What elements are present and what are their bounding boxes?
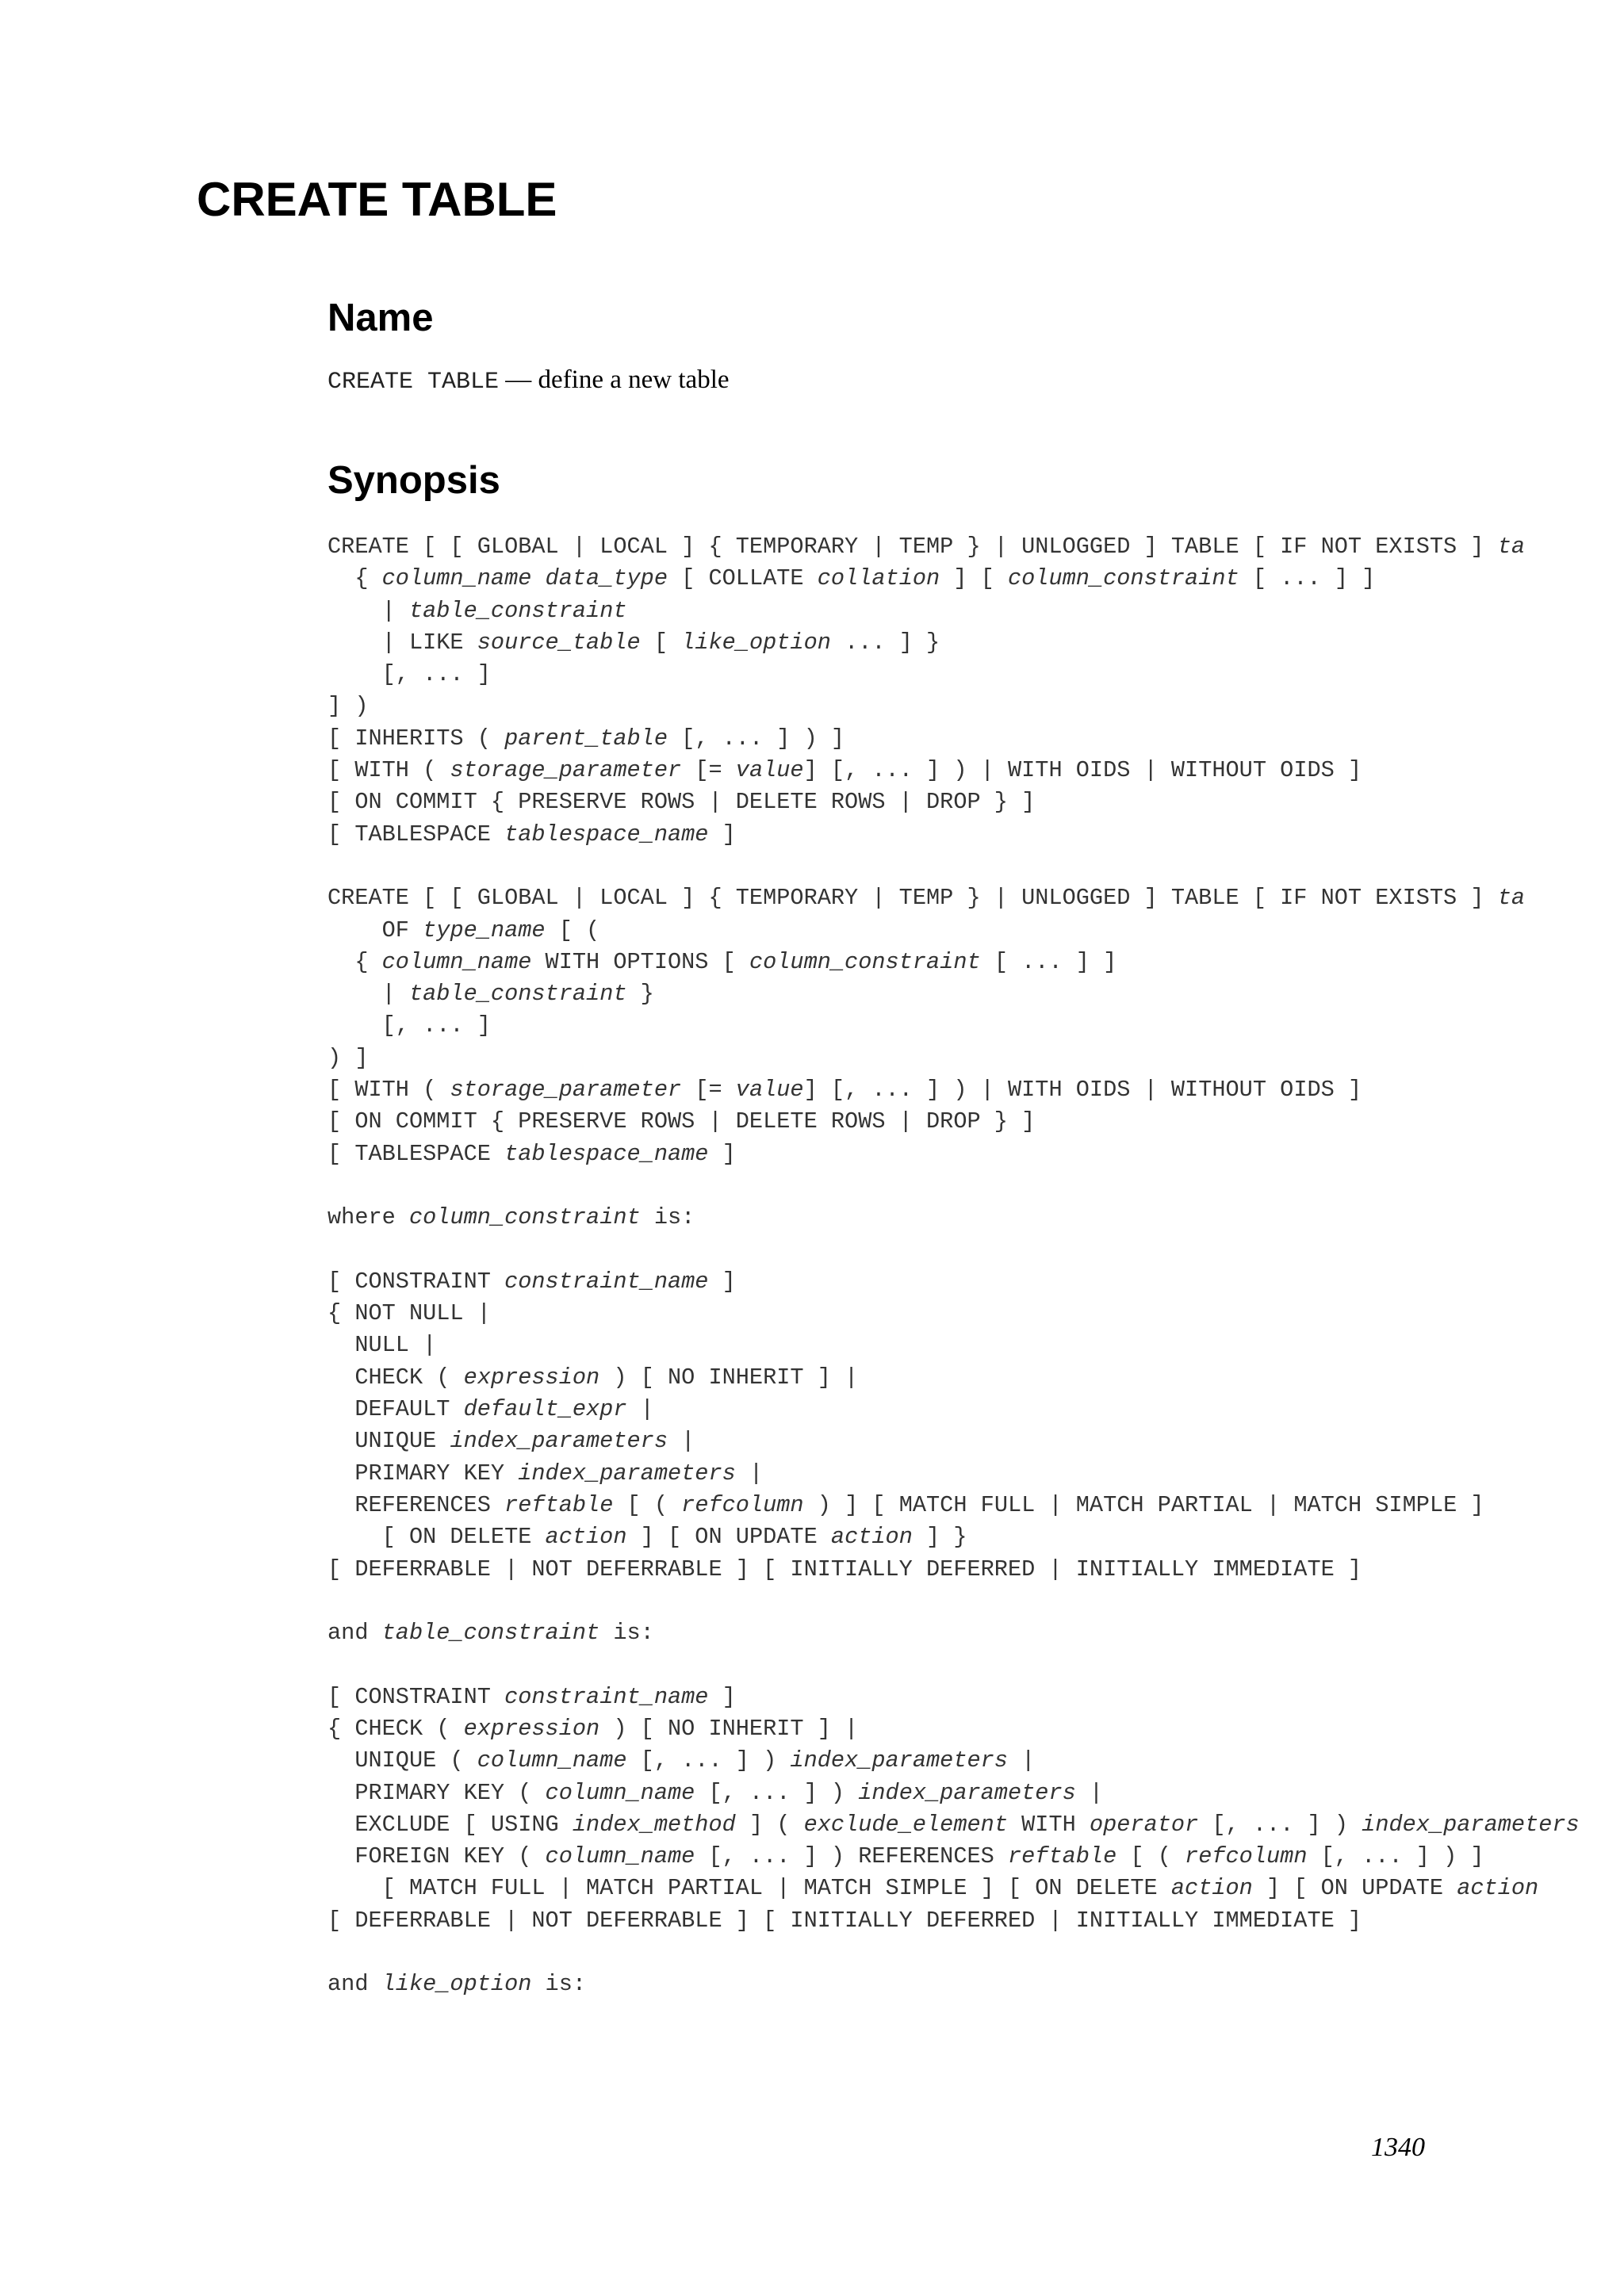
synopsis-text: WITH xyxy=(1007,1811,1090,1838)
synopsis-text: DEFAULT xyxy=(327,1396,464,1423)
synopsis-placeholder: action xyxy=(1170,1875,1253,1902)
synopsis-text: [ MATCH FULL | MATCH PARTIAL | MATCH SIMPLE ] [ ON DELETE xyxy=(327,1875,1171,1902)
synopsis-line xyxy=(327,693,368,719)
synopsis-line xyxy=(327,757,1362,783)
synopsis-placeholder: data_type xyxy=(545,565,668,592)
synopsis-placeholder: index_parameters xyxy=(858,1779,1076,1806)
synopsis-text: [ WITH ( xyxy=(327,757,450,784)
synopsis-line xyxy=(327,629,940,656)
synopsis-placeholder: source_table xyxy=(477,629,641,656)
synopsis-line xyxy=(327,1300,491,1326)
page-title: CREATE TABLE xyxy=(197,173,557,226)
synopsis-text: [ xyxy=(640,629,682,656)
synopsis-placeholder: value xyxy=(735,757,804,784)
synopsis-text: ] [ ON UPDATE xyxy=(626,1524,831,1551)
synopsis-text: } xyxy=(626,981,654,1008)
synopsis-text: REFERENCES xyxy=(327,1491,505,1518)
synopsis-line xyxy=(327,789,1035,815)
synopsis-line xyxy=(327,1780,1103,1806)
synopsis-text: | xyxy=(735,1460,764,1487)
synopsis-text: [ DEFERRABLE | NOT DEFERRABLE ] [ INITIALLY DEFERRED | INITIALLY IMMEDIATE ] xyxy=(327,1556,1362,1582)
synopsis-placeholder: table_constraint xyxy=(381,1620,600,1647)
synopsis-text: [, ... ] ) xyxy=(695,1779,859,1806)
synopsis-text: ] [, ... ] ) | WITH OIDS | WITHOUT OIDS ] xyxy=(803,1077,1362,1104)
synopsis-text: [ ... ] ] xyxy=(1239,565,1376,592)
synopsis-placeholder: column_constraint xyxy=(408,1204,641,1231)
synopsis-line xyxy=(327,1556,1362,1582)
synopsis-placeholder: column_name xyxy=(477,1747,627,1774)
name-section-heading: Name xyxy=(327,297,434,339)
synopsis-placeholder: column_constraint xyxy=(1007,565,1239,592)
synopsis-line xyxy=(327,1077,1362,1103)
synopsis-placeholder: ta xyxy=(1497,885,1526,912)
synopsis-text: [ COLLATE xyxy=(668,565,818,592)
synopsis-text: { xyxy=(327,948,382,975)
synopsis-line xyxy=(327,598,627,624)
synopsis-text: [ DEFERRABLE | NOT DEFERRABLE ] [ INITIALLY DEFERRED | INITIALLY IMMEDIATE ] xyxy=(327,1907,1362,1934)
synopsis-placeholder: exclude_element xyxy=(803,1811,1008,1838)
synopsis-placeholder: action xyxy=(545,1524,627,1551)
synopsis-text: ] xyxy=(708,1683,736,1710)
synopsis-line xyxy=(327,1875,1538,1901)
synopsis-text: [ ( xyxy=(1116,1843,1185,1870)
synopsis-placeholder: type_name xyxy=(423,916,546,943)
synopsis-line xyxy=(327,1684,736,1710)
synopsis-line xyxy=(327,1332,436,1358)
synopsis-text: ] } xyxy=(912,1524,967,1551)
synopsis-text: ] ) xyxy=(327,693,369,720)
synopsis-text: [, ... ] ) ] xyxy=(1307,1843,1484,1870)
synopsis-text: { NOT NULL | xyxy=(327,1300,491,1327)
synopsis-line xyxy=(327,1364,858,1391)
synopsis-text: ] ( xyxy=(735,1811,804,1838)
synopsis-text: [ ( xyxy=(545,916,600,943)
synopsis-text: | LIKE xyxy=(327,629,477,656)
synopsis-text: is: xyxy=(531,1971,587,1998)
synopsis-placeholder: operator xyxy=(1089,1811,1199,1838)
synopsis-text: CREATE [ [ GLOBAL | LOCAL ] { TEMPORARY | TEMP } | UNLOGGED ] TABLE [ IF NOT EXISTS ] xyxy=(327,885,1498,912)
synopsis-placeholder: column_constraint xyxy=(749,948,981,975)
synopsis-text: [ ON DELETE xyxy=(327,1524,546,1551)
synopsis-section-heading: Synopsis xyxy=(327,459,500,502)
synopsis-text: ) [ NO INHERIT ] | xyxy=(599,1364,859,1391)
synopsis-text: { CHECK ( xyxy=(327,1715,464,1742)
synopsis-placeholder: refcolumn xyxy=(1185,1843,1308,1870)
synopsis-text: | xyxy=(327,597,409,624)
synopsis-placeholder: constraint_name xyxy=(504,1683,709,1710)
synopsis-line xyxy=(327,1460,763,1487)
synopsis-placeholder: value xyxy=(735,1077,804,1104)
synopsis-line xyxy=(327,821,736,848)
synopsis-text: and xyxy=(327,1620,382,1647)
synopsis-line xyxy=(327,1045,368,1071)
synopsis-line xyxy=(327,885,1525,911)
synopsis-placeholder: tablespace_name xyxy=(504,1140,709,1167)
synopsis-line xyxy=(327,1524,967,1550)
synopsis-text: UNIQUE xyxy=(327,1428,450,1455)
synopsis-text xyxy=(531,565,545,591)
synopsis-text: EXCLUDE [ USING xyxy=(327,1811,573,1838)
synopsis-text: | xyxy=(1007,1747,1036,1774)
synopsis-line xyxy=(327,1141,736,1167)
synopsis-line xyxy=(327,1843,1484,1869)
synopsis-text: [ CONSTRAINT xyxy=(327,1683,505,1710)
synopsis-line xyxy=(327,1908,1362,1934)
synopsis-text: [ ... ] ] xyxy=(980,948,1117,975)
synopsis-placeholder: index_parameters xyxy=(518,1460,736,1487)
synopsis-text: is: xyxy=(599,1620,654,1647)
synopsis-line xyxy=(327,1396,654,1422)
synopsis-placeholder: index_parameters xyxy=(450,1428,668,1455)
synopsis-line xyxy=(327,949,1116,975)
synopsis-text: ] xyxy=(708,1268,736,1295)
synopsis-text: | xyxy=(626,1396,654,1423)
refname-command: CREATE TABLE xyxy=(327,369,500,396)
synopsis-placeholder: index_parameters xyxy=(790,1747,1008,1774)
synopsis-placeholder: like_option xyxy=(381,1971,532,1998)
synopsis-text: is: xyxy=(640,1204,695,1231)
synopsis-text: ] [, ... ] ) | WITH OIDS | WITHOUT OIDS ] xyxy=(803,757,1362,784)
synopsis-text: where xyxy=(327,1204,409,1231)
synopsis-placeholder: column_name xyxy=(381,948,532,975)
synopsis-line xyxy=(327,1269,736,1295)
synopsis-line xyxy=(327,1012,491,1039)
synopsis-code-block xyxy=(327,531,1624,2001)
synopsis-text: ... ] } xyxy=(830,629,940,656)
synopsis-placeholder: reftable xyxy=(1007,1843,1117,1870)
synopsis-placeholder: collation xyxy=(817,565,940,592)
synopsis-placeholder: like_option xyxy=(681,629,831,656)
synopsis-text: | xyxy=(327,981,409,1008)
synopsis-text: ] [ ON UPDATE xyxy=(1252,1875,1457,1902)
synopsis-placeholder: index_method xyxy=(572,1811,736,1838)
synopsis-text: [, ... ] ) xyxy=(1198,1811,1362,1838)
synopsis-line xyxy=(327,1428,695,1454)
synopsis-text: [, ... ] xyxy=(327,661,491,688)
synopsis-text: ) ] xyxy=(327,1044,369,1071)
synopsis-line xyxy=(327,1204,695,1230)
synopsis-placeholder: constraint_name xyxy=(504,1268,709,1295)
synopsis-placeholder: column_name xyxy=(545,1843,695,1870)
synopsis-text: [ TABLESPACE xyxy=(327,1140,505,1167)
synopsis-text: [, ... ] ) REFERENCES xyxy=(695,1843,1008,1870)
synopsis-text: CREATE [ [ GLOBAL | LOCAL ] { TEMPORARY | TEMP } | UNLOGGED ] TABLE [ IF NOT EXISTS ] xyxy=(327,534,1498,560)
synopsis-text: ] xyxy=(708,1140,736,1167)
synopsis-placeholder: default_expr xyxy=(463,1396,627,1423)
refname-separator: — xyxy=(499,365,538,394)
synopsis-text: [, ... ] ) xyxy=(626,1747,791,1774)
synopsis-line xyxy=(327,1812,1580,1838)
synopsis-line xyxy=(327,534,1525,560)
synopsis-text: OF xyxy=(327,916,423,943)
synopsis-line xyxy=(327,565,1375,591)
synopsis-text: WITH OPTIONS [ xyxy=(531,948,749,975)
synopsis-text: [ ON COMMIT { PRESERVE ROWS | DELETE ROWS | DROP } ] xyxy=(327,1108,1036,1135)
synopsis-placeholder: reftable xyxy=(504,1491,614,1518)
synopsis-text: | xyxy=(1075,1779,1104,1806)
synopsis-line xyxy=(327,725,845,752)
synopsis-placeholder: expression xyxy=(463,1364,600,1391)
synopsis-placeholder: table_constraint xyxy=(408,981,627,1008)
synopsis-text: [ WITH ( xyxy=(327,1077,450,1104)
synopsis-text: { xyxy=(327,565,382,592)
synopsis-placeholder: index_parameters xyxy=(1362,1811,1580,1838)
synopsis-placeholder: action xyxy=(1457,1875,1539,1902)
synopsis-text: [ TABLESPACE xyxy=(327,821,505,848)
synopsis-line xyxy=(327,917,599,943)
synopsis-line xyxy=(327,1971,586,1997)
synopsis-text: [, ... ] ) ] xyxy=(668,725,845,752)
synopsis-text: [= xyxy=(681,1077,736,1104)
synopsis-placeholder: storage_parameter xyxy=(450,757,682,784)
synopsis-placeholder: parent_table xyxy=(504,725,668,752)
synopsis-text: [ ( xyxy=(613,1491,682,1518)
synopsis-text: [ ON COMMIT { PRESERVE ROWS | DELETE ROWS | DROP } ] xyxy=(327,789,1036,816)
page-number: 1340 xyxy=(1371,2133,1425,2162)
synopsis-placeholder: table_constraint xyxy=(408,597,627,624)
refname-line xyxy=(327,363,730,398)
synopsis-text: [ CONSTRAINT xyxy=(327,1268,505,1295)
synopsis-line xyxy=(327,1492,1484,1518)
synopsis-placeholder: refcolumn xyxy=(681,1491,804,1518)
synopsis-text: [= xyxy=(681,757,736,784)
synopsis-text: CHECK ( xyxy=(327,1364,464,1391)
synopsis-placeholder: ta xyxy=(1497,534,1526,560)
synopsis-line xyxy=(327,1108,1035,1135)
synopsis-line xyxy=(327,1620,654,1646)
synopsis-line xyxy=(327,981,654,1007)
refname-purpose: define a new table xyxy=(538,365,730,394)
synopsis-text: ] xyxy=(708,821,736,848)
synopsis-line xyxy=(327,1747,1035,1774)
synopsis-text: ) ] [ MATCH FULL | MATCH PARTIAL | MATCH SIMPLE ] xyxy=(803,1491,1484,1518)
synopsis-text: ] [ xyxy=(940,565,1008,592)
synopsis-placeholder: storage_parameter xyxy=(450,1077,682,1104)
synopsis-line xyxy=(327,661,491,687)
synopsis-text: UNIQUE ( xyxy=(327,1747,477,1774)
synopsis-text: NULL | xyxy=(327,1332,437,1359)
synopsis-line xyxy=(327,1716,858,1742)
synopsis-text: FOREIGN KEY ( xyxy=(327,1843,546,1870)
synopsis-placeholder: action xyxy=(830,1524,913,1551)
synopsis-placeholder: column_name xyxy=(545,1779,695,1806)
synopsis-text: [ INHERITS ( xyxy=(327,725,505,752)
synopsis-text: ) [ NO INHERIT ] | xyxy=(599,1715,859,1742)
synopsis-placeholder: expression xyxy=(463,1715,600,1742)
synopsis-text: [, ... ] xyxy=(327,1012,491,1039)
synopsis-placeholder: column_name xyxy=(381,565,532,592)
synopsis-placeholder: tablespace_name xyxy=(504,821,709,848)
synopsis-text: | xyxy=(667,1428,695,1455)
synopsis-text: and xyxy=(327,1971,382,1998)
synopsis-text: PRIMARY KEY xyxy=(327,1460,519,1487)
synopsis-text: PRIMARY KEY ( xyxy=(327,1779,546,1806)
